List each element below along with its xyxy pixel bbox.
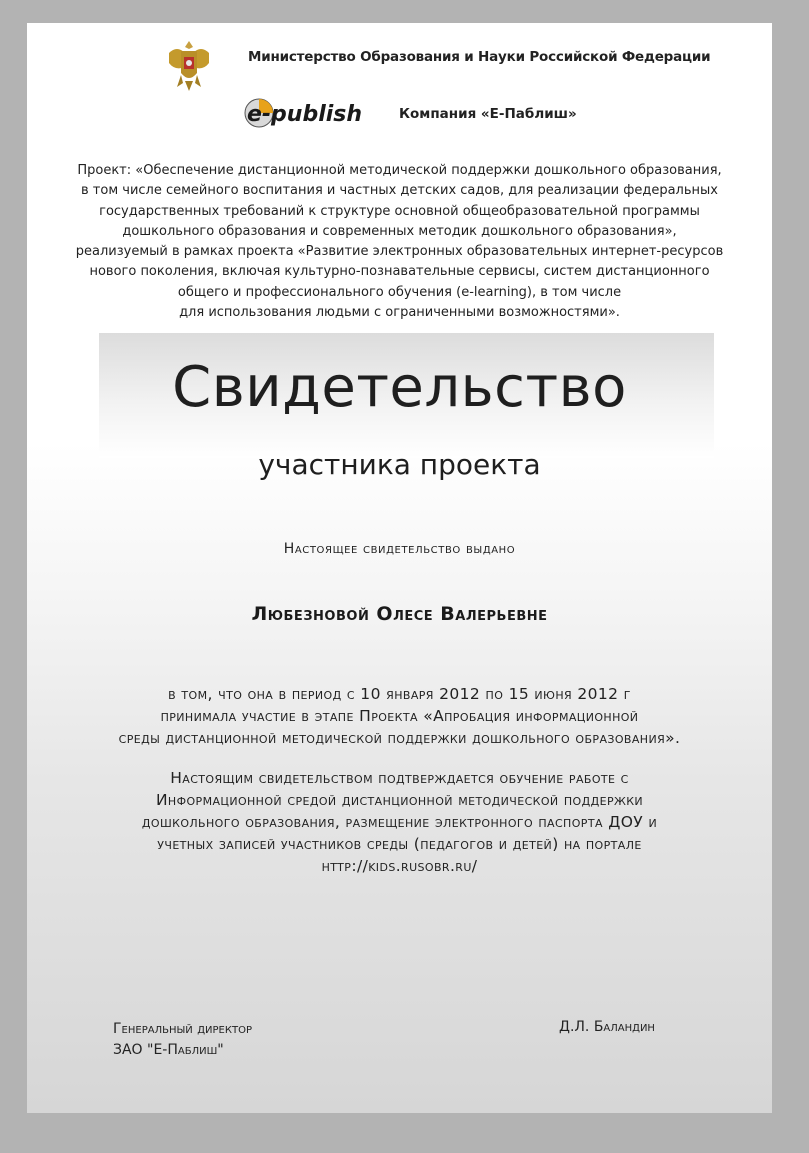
signatory-title [113, 1019, 252, 1061]
logo-text: e-publish [247, 102, 363, 127]
body-line: принимала участие в этапе Проекта «Апробация информационной [160, 707, 639, 725]
confirmation-text [47, 767, 752, 877]
body-line: в том, что она в период с 10 января 2012 по 15 июня 2012 г [168, 685, 631, 703]
body-line: дошкольного образования, размещение электронного паспорта ДОУ и [141, 813, 658, 831]
coat-of-arms-icon [163, 37, 215, 93]
ministry-name: Министерство Образования и Науки Российской Федерации [248, 49, 711, 65]
project-line: дошкольного образования и современных методик дошкольного образования», [122, 223, 677, 239]
project-line: реализуемый в рамках проекта «Развитие электронных образовательных интернет-ресурсов [75, 244, 724, 260]
body-line: Настоящим свидетельством подтверждается обучение работе с [170, 769, 629, 787]
project-line: для использования людьми с ограниченными возможностями». [179, 305, 620, 321]
issued-to-label: Настоящее свидетельство выдано [283, 541, 516, 557]
project-line: в том числе семейного воспитания и частных детских садов, для реализации федеральных [81, 183, 718, 199]
e-publish-logo [243, 95, 379, 131]
portal-url: http://kids.rusobr.ru/ [321, 857, 478, 875]
signatory-company: ЗАО "Е-Паблиш" [113, 1042, 224, 1058]
certificate-title: Свидетельство [172, 355, 627, 420]
body-line: Информационной средой дистанционной методической поддержки [155, 791, 644, 809]
body-line: учетных записей участников среды (педагогов и детей) на портале [157, 835, 642, 853]
project-line: Проект: «Обеспечение дистанционной методической поддержки дошкольного образования, [77, 163, 722, 178]
project-line: общего и профессионального обучения (e-learning), в том числе [177, 284, 622, 300]
certificate-subtitle: участника проекта [258, 448, 541, 481]
project-line: нового поколения, включая культурно-познавательные сервисы, систем дистанционного [89, 264, 710, 280]
company-name: Компания «Е-Паблиш» [399, 106, 577, 122]
signatory-name: Д.Л. Баландин [559, 1019, 655, 1035]
participation-text [47, 683, 752, 749]
project-line: государственных требований к структуре основной общеобразовательной программы [99, 203, 700, 219]
certificate-page [27, 23, 772, 1113]
body-line: среды дистанционной методической поддержки дошкольного образования». [118, 729, 681, 747]
recipient-name: Любезновой Олесе Валерьевне [251, 603, 548, 625]
project-description [67, 161, 732, 323]
signatory-position: Генеральный директор [113, 1021, 252, 1037]
